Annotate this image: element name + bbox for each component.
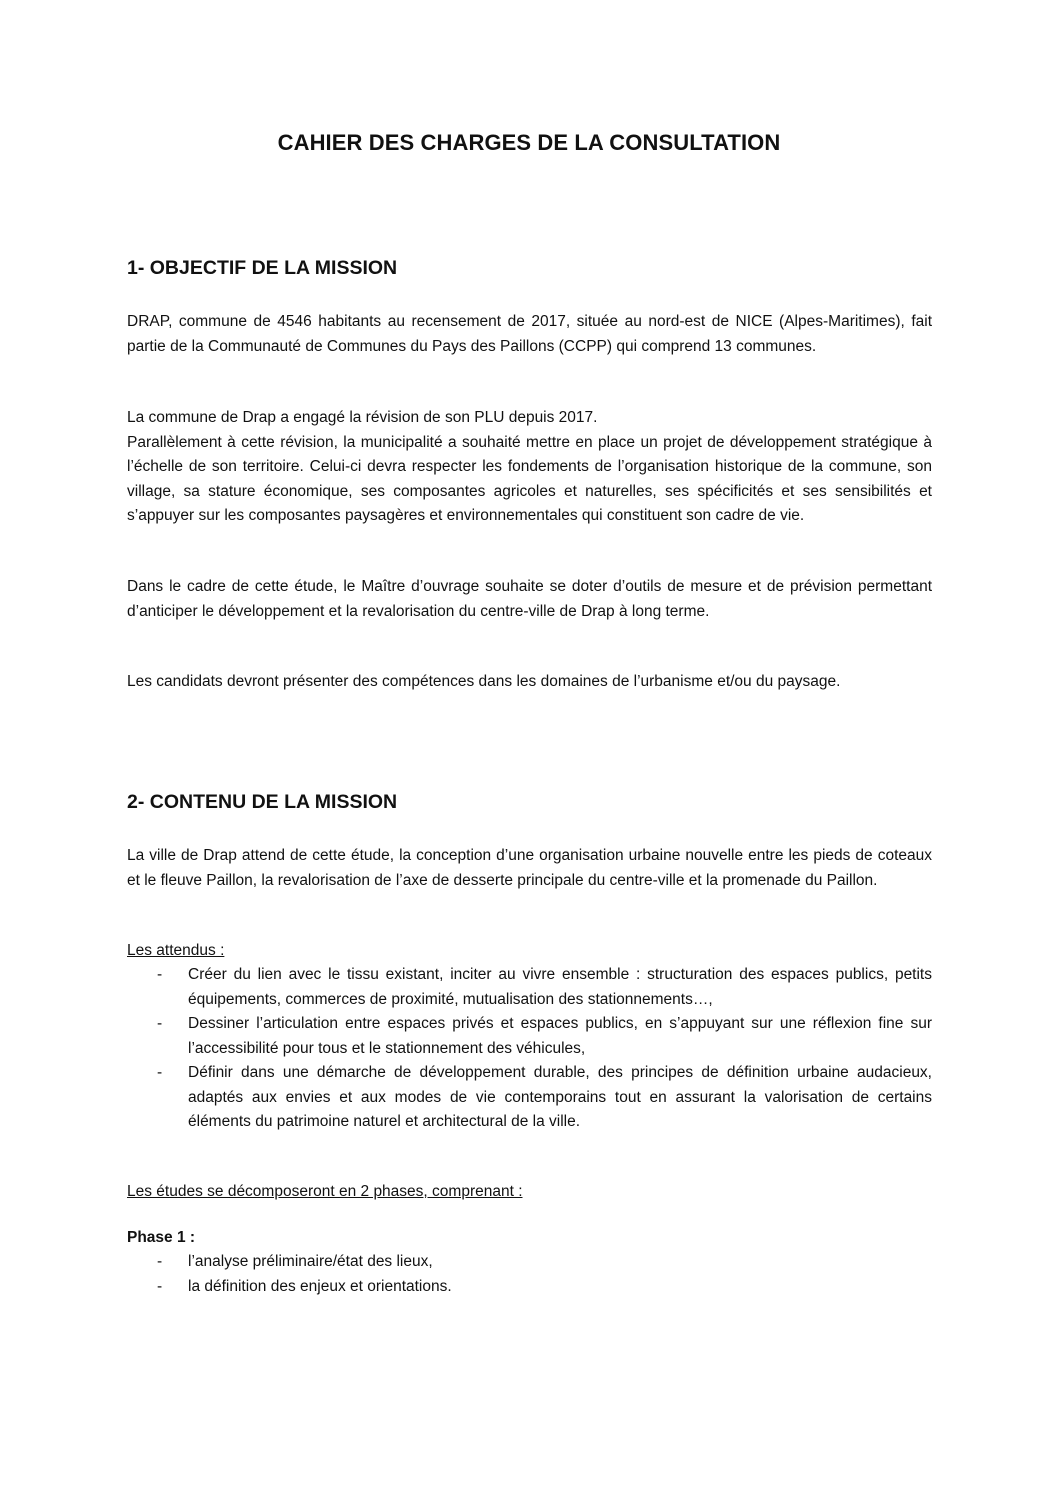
list-item-text: Définir dans une démarche de développement durable, des principes de définition urbaine audacieux, adaptés aux envies et aux modes de vie contemporains tout en assurant la valorisation de certains éléments du patrimoine naturel et architectural de la ville. (188, 1064, 932, 1130)
section-heading-objectif: 1- OBJECTIF DE LA MISSION (127, 257, 398, 279)
list-item-text: Dessiner l’articulation entre espaces privés et espaces publics, en s’appuyant sur une réflexion fine sur l’accessibilité pour tous et le stationnement des véhicules, (188, 1015, 932, 1057)
list-item-text: l’analyse préliminaire/état des lieux, (188, 1253, 433, 1270)
paragraph-revision-plu (127, 406, 932, 529)
paragraph-drap-presentation: DRAP, commune de 4546 habitants au recensement de 2017, située au nord-est de NICE (Alpes-Maritimes), fait partie de la Communauté de Communes du Pays des Paillons (CCPP) qui comprend 13 communes. (127, 313, 932, 355)
dash-marker: - (157, 1277, 163, 1295)
document-title: CAHIER DES CHARGES DE LA CONSULTATION (277, 130, 781, 155)
list-item-text: la définition des enjeux et orientations. (188, 1277, 452, 1295)
list-item (127, 1275, 932, 1300)
paragraph-intro-etude: La ville de Drap attend de cette étude, la conception d’une organisation urbaine nouvelle entre les pieds de coteaux et le fleuve Paillon, la revalorisation de l’axe de desserte principale du centre-ville et la promenade du Paillon. (127, 847, 932, 889)
paragraph-maitre-ouvrage: Dans le cadre de cette étude, le Maître d’ouvrage souhaite se doter d’outils de mesure et de prévision permettant d’anticiper le développement et la revalorisation du centre-ville de Drap à long terme. (127, 578, 932, 620)
attendus-label: Les attendus : (127, 942, 225, 959)
list-item (127, 963, 932, 1012)
paragraph-candidats: Les candidats devront présenter des compétences dans les domaines de l’urbanisme et/ou du paysage. (127, 673, 841, 690)
list-item (127, 1250, 932, 1275)
section-heading-contenu: 2- CONTENU DE LA MISSION (127, 791, 398, 813)
dash-marker: - (157, 1253, 163, 1270)
dash-marker: - (157, 1064, 163, 1081)
list-item-text: Créer du lien avec le tissu existant, inciter au vivre ensemble : structuration des espaces publics, petits équipements, commerces de proximité, mutualisation des stationnements…, (188, 966, 932, 1008)
list-item (127, 1061, 932, 1135)
paragraph-plu-sentence: La commune de Drap a engagé la révision de son PLU depuis 2017. (127, 409, 598, 426)
paragraph-projet-strategique: Parallèlement à cette révision, la municipalité a souhaité mettre en place un projet de développement stratégique à l’échelle de son territoire. Celui-ci devra respecter les fondements de l’organisation historique de la commune, son village, sa stature économique, ses composantes agricoles et naturelles, ses spécificités et ses sensibilités et s’appuyer sur les composantes paysagères et environnementales qui constituent son cadre de vie. (127, 433, 932, 524)
attendus-list (127, 963, 932, 1135)
dash-marker: - (157, 966, 163, 983)
phase1-label: Phase 1 : (127, 1229, 196, 1246)
dash-marker: - (157, 1015, 163, 1032)
phase1-list (127, 1250, 932, 1299)
list-item (127, 1012, 932, 1061)
phases-label: Les études se décomposeront en 2 phases, comprenant : (127, 1183, 523, 1200)
